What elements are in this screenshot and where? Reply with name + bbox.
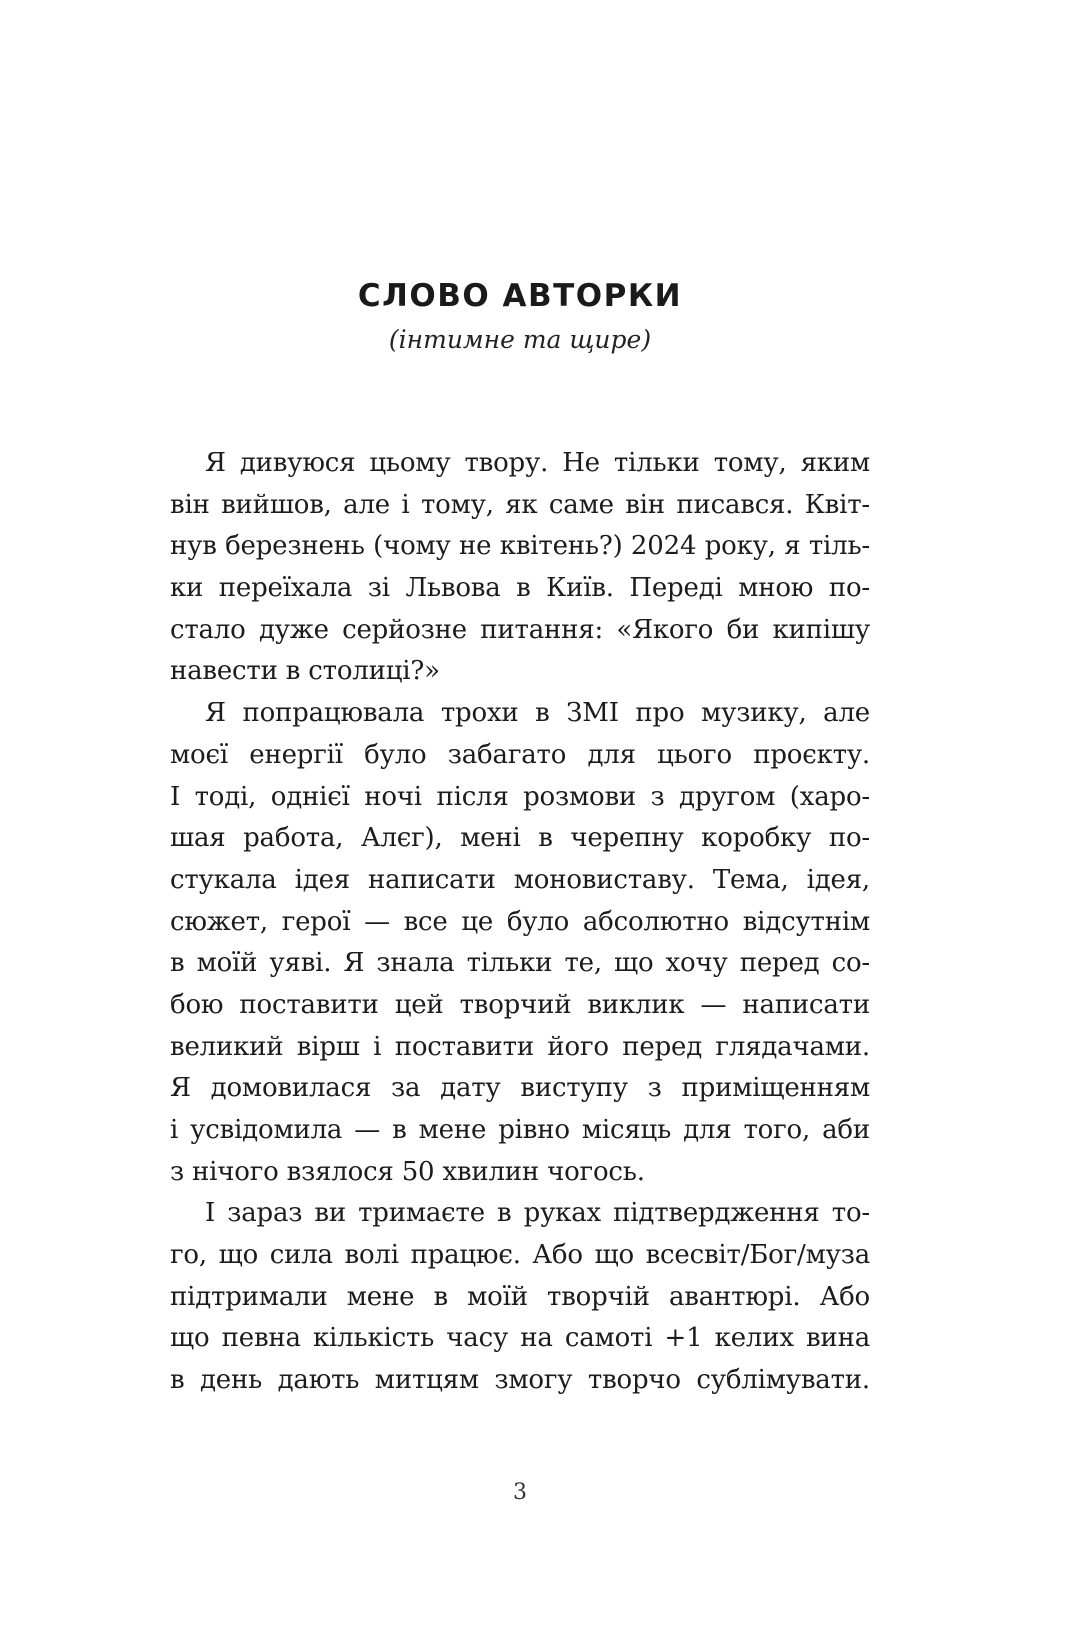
text-line: що певна кількість часу на самоті +1 келих вина (170, 1323, 870, 1354)
chapter-subtitle: (інтимне та щире) (388, 325, 652, 354)
text-line: він вийшов, але і тому, як саме він писався. Квіт- (170, 489, 870, 520)
text-line: нув березнень (чому не квітень?) 2024 року, я тіль- (170, 531, 870, 562)
text-line: шая работа, Алєг), мені в черепну коробку по- (170, 823, 870, 854)
text-line: Я попрацювала трохи в ЗМІ про музику, але (205, 698, 870, 729)
text-line: в моїй уяві. Я знала тільки те, що хочу перед со- (170, 948, 870, 979)
text-line: І зараз ви тримаєте в руках підтвердження то- (205, 1198, 870, 1229)
text-line: бою поставити цей творчий виклик — написати (170, 989, 870, 1020)
text-line: І тоді, однієї ночі після розмови з другом (харо- (170, 781, 870, 812)
text-line: сюжет, герої — все це було абсолютно відсутнім (170, 906, 870, 937)
text-line: стало дуже серйозне питання: «Якого би кипішу (170, 614, 870, 645)
chapter-title: СЛОВО АВТОРКИ (357, 278, 683, 314)
page-number: 3 (513, 1480, 527, 1505)
text-line: Я домовилася за дату виступу з приміщенням (170, 1073, 870, 1104)
text-line: з нічого взялося 50 хвилин чогось. (170, 1156, 645, 1187)
body-text (170, 443, 870, 1402)
text-line: підтримали мене в моїй творчій авантюрі. Або (170, 1281, 870, 1312)
text-line: Я дивуюся цьому твору. Не тільки тому, яким (205, 448, 870, 478)
text-line: стукала ідея написати моновиставу. Тема, ідея, (170, 864, 870, 895)
text-line: і усвідомила — в мене рівно місяць для того, аби (170, 1115, 870, 1145)
text-line: навести в столиці?» (170, 656, 440, 687)
text-line: ки переїхала зі Львова в Київ. Переді мною по- (170, 573, 870, 604)
text-line: великий вірш і поставити його перед глядачами. (170, 1031, 870, 1062)
text-line: в день дають митцям змогу творчо сублімувати. (170, 1365, 870, 1396)
text-line: го, що сила волі працює. Або що всесвіт/Бог/муза (170, 1240, 870, 1271)
text-line: моєї енергії було забагато для цього проєкту. (170, 739, 870, 770)
